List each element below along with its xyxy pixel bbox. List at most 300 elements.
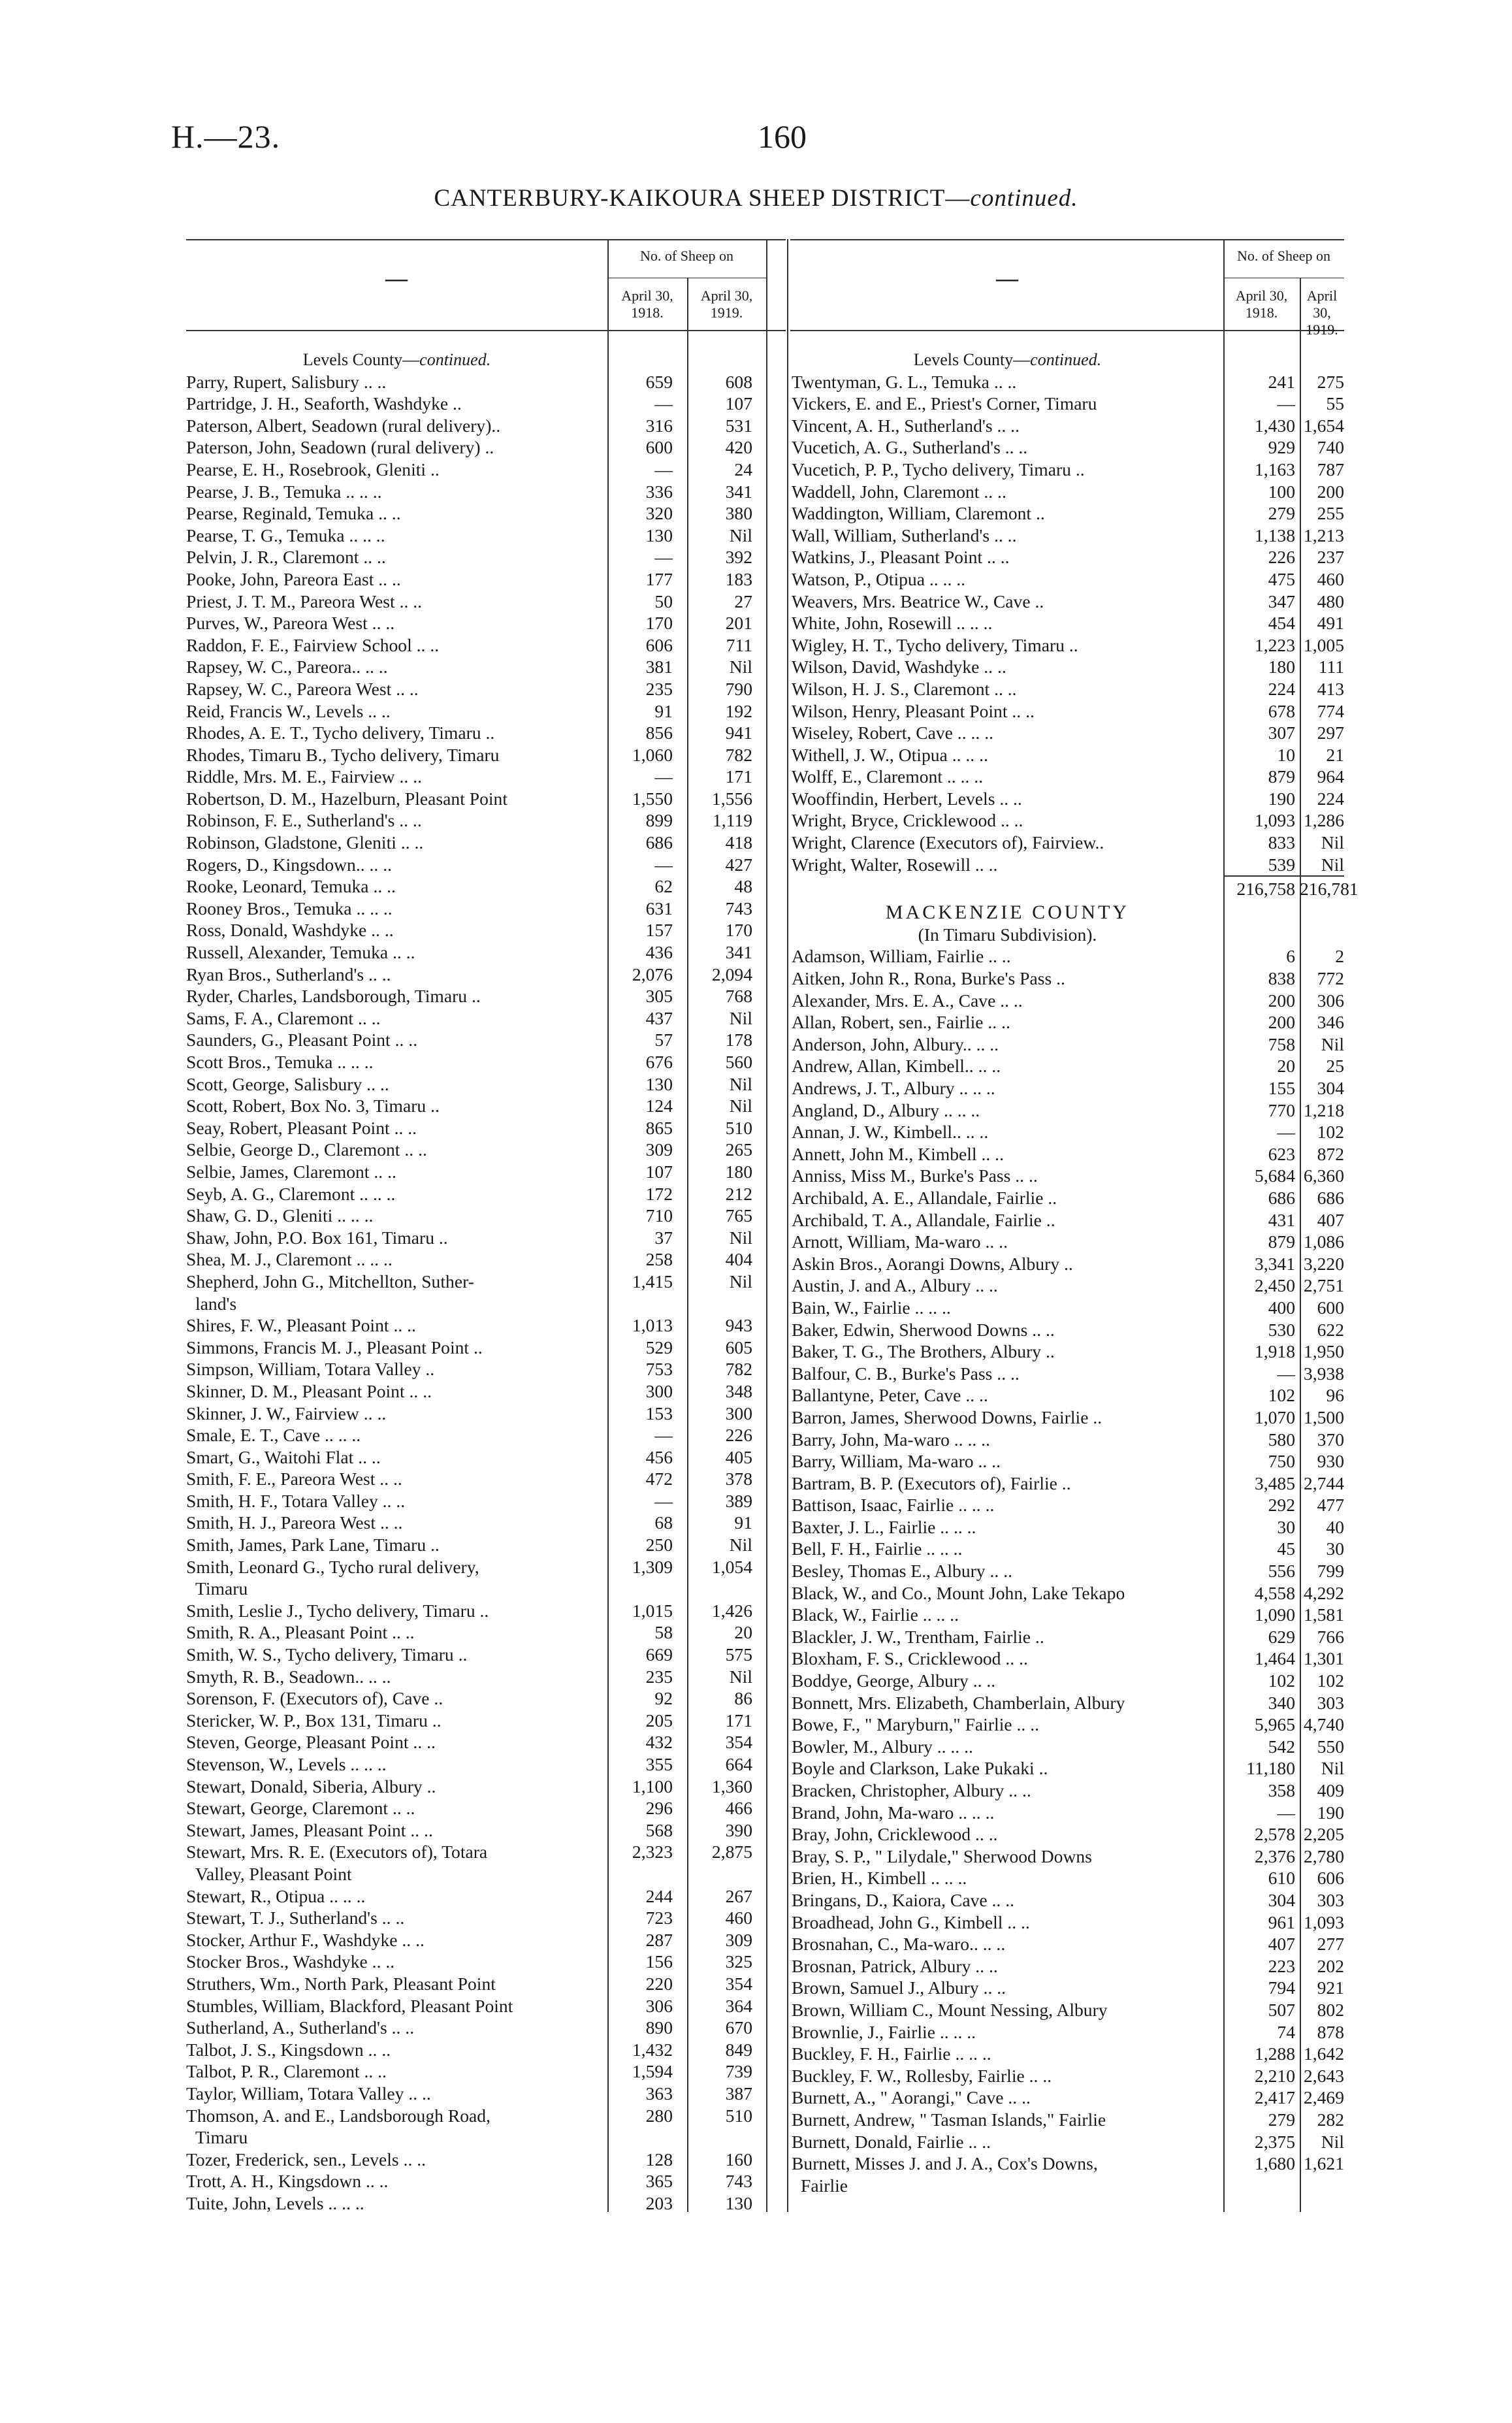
table-row	[186, 1797, 767, 1819]
owner-name: Burnett, A., " Aorangi," Cave .. ..	[792, 2087, 1031, 2108]
levels-total-row	[792, 875, 1359, 902]
owner-name: Raddon, F. E., Fairview School .. ..	[186, 634, 440, 655]
table-row	[792, 2021, 1347, 2043]
table-row	[792, 1977, 1347, 1999]
sheep-1918: 177	[645, 568, 673, 589]
sheep-1918: 226	[1268, 547, 1295, 568]
left-name-header: —	[385, 267, 408, 291]
sheep-1918: 1,288	[1254, 2043, 1295, 2064]
sheep-1919: 407	[1317, 1209, 1344, 1230]
sheep-1919: 743	[725, 898, 752, 919]
table-row	[186, 1271, 767, 1293]
owner-name: Stewart, T. J., Sutherland's .. ..	[186, 1908, 405, 1928]
sheep-1919: 531	[725, 415, 752, 436]
table-row	[792, 1209, 1347, 1231]
sheep-1919: 418	[725, 832, 752, 853]
sheep-1919: 341	[725, 481, 752, 502]
county-heading: MACKENZIE COUNTY	[885, 902, 1130, 924]
sheep-1918: 1,594	[632, 2061, 673, 2082]
owner-name: Barry, John, Ma-waro .. .. ..	[792, 1429, 990, 1450]
owner-name: Parry, Rupert, Salisbury .. ..	[186, 371, 387, 392]
table-row	[186, 1556, 767, 1578]
owner-name: Wright, Walter, Rosewill .. ..	[792, 854, 998, 875]
sheep-1918: 507	[1268, 1999, 1295, 2020]
sheep-1919: 212	[725, 1183, 752, 1204]
sheep-1918: 2,376	[1254, 1846, 1295, 1866]
owner-name: Taylor, William, Totara Valley .. ..	[186, 2083, 431, 2104]
sheep-1918: 279	[1268, 2109, 1295, 2130]
sheep-1919: 201	[725, 613, 752, 634]
owner-name: Sutherland, A., Sutherland's .. ..	[186, 2017, 415, 2038]
left-1918-header: April 30, 1918.	[621, 287, 673, 321]
owner-name: Burnett, Misses J. and J. A., Cox's Downs,	[792, 2153, 1098, 2174]
table-row	[186, 2039, 767, 2061]
table-row	[186, 898, 767, 920]
sheep-1918: 62	[654, 876, 673, 897]
table-row	[792, 1341, 1347, 1363]
owner-name: Anderson, John, Albury.. .. ..	[792, 1033, 999, 1054]
sheep-1919: 766	[1317, 1626, 1344, 1647]
table-row	[792, 1407, 1347, 1429]
owner-name: Vincent, A. H., Sutherland's .. ..	[792, 415, 1020, 436]
table-row	[792, 1099, 1347, 1122]
owner-name: Blackler, J. W., Trentham, Fairlie ..	[792, 1626, 1044, 1647]
center-rule	[787, 239, 788, 2212]
table-row	[792, 656, 1347, 678]
table-row	[186, 2149, 767, 2171]
owner-name: Smale, E. T., Cave .. .. ..	[186, 1425, 361, 1446]
sheep-1918: 686	[645, 832, 673, 853]
sheep-1918: 355	[645, 1754, 673, 1774]
sheep-1919: 409	[1317, 1780, 1344, 1800]
owner-name: Baxter, J. L., Fairlie .. .. ..	[792, 1516, 976, 1537]
sheep-1918: —	[654, 547, 673, 568]
sheep-1918: 2,210	[1254, 2065, 1295, 2086]
table-row	[792, 1714, 1347, 1736]
sheep-1919: 686	[1317, 1187, 1344, 1208]
table-row	[792, 1011, 1347, 1033]
total-rule	[1223, 875, 1344, 877]
owner-name: Black, W., Fairlie .. .. ..	[792, 1604, 959, 1625]
sheep-1918: —	[654, 393, 673, 414]
table-row	[186, 1358, 767, 1380]
owner-name: Paterson, Albert, Seadown (rural delivery)..	[186, 415, 501, 436]
sheep-1919: 878	[1317, 2021, 1344, 2042]
table-row	[792, 700, 1347, 723]
owner-name: Wigley, H. T., Tycho delivery, Timaru ..	[792, 634, 1078, 655]
owner-name: Wilson, David, Washdyke .. ..	[792, 657, 1006, 677]
sheep-1919: 921	[1317, 1977, 1344, 1998]
table-row	[186, 700, 767, 723]
sheep-1918: 623	[1268, 1143, 1295, 1164]
owner-name: Alexander, Mrs. E. A., Cave .. ..	[792, 990, 1023, 1011]
table-row	[792, 1450, 1347, 1472]
table-row	[792, 1692, 1347, 1714]
owner-name: Purves, W., Pareora West .. ..	[186, 613, 395, 634]
owner-name: Robertson, D. M., Hazelburn, Pleasant Point	[186, 788, 508, 809]
sheep-1918: 556	[1268, 1561, 1295, 1582]
table-row	[792, 678, 1347, 700]
sheep-1919: 348	[725, 1380, 752, 1401]
owner-name: Russell, Alexander, Temuka .. ..	[186, 942, 415, 963]
sheep-1919: Nil	[729, 1007, 752, 1028]
sheep-1918: 1,415	[632, 1271, 673, 1292]
owner-name: Bray, S. P., " Lilydale," Sherwood Downs	[792, 1846, 1092, 1866]
sheep-1919: 941	[725, 723, 752, 743]
table-row	[792, 502, 1347, 525]
sheep-1918: 124	[645, 1096, 673, 1116]
owner-name: Watkins, J., Pleasant Point .. ..	[792, 547, 1010, 568]
continuation-line: Timaru	[195, 2127, 248, 2148]
continuation-line: Timaru	[195, 1578, 248, 1599]
sheep-1919: 427	[725, 854, 752, 875]
table-row	[186, 2060, 767, 2083]
table-row	[792, 1297, 1347, 1319]
owner-name: Smith, R. A., Pleasant Point .. ..	[186, 1622, 415, 1643]
table-row	[792, 546, 1347, 568]
sheep-1919: 111	[1318, 657, 1344, 677]
page-ref: H.—23.	[171, 118, 281, 155]
owner-name: Priest, J. T. M., Pareora West .. ..	[186, 591, 423, 611]
sheep-1918: 300	[645, 1380, 673, 1401]
sheep-1918: 568	[645, 1819, 673, 1840]
sheep-1919: 477	[1317, 1495, 1344, 1516]
sheep-1919: Nil	[729, 1073, 752, 1094]
right-subheading: Levels County—continued.	[913, 350, 1102, 369]
sheep-1918: 358	[1268, 1780, 1295, 1800]
owner-name: Weavers, Mrs. Beatrice W., Cave ..	[792, 591, 1044, 611]
owner-name: Ross, Donald, Washdyke .. ..	[186, 920, 394, 941]
table-row	[186, 1929, 767, 1951]
table-row	[792, 788, 1347, 810]
sheep-1919: 3,220	[1303, 1253, 1344, 1274]
sheep-1919: 160	[725, 2149, 752, 2170]
owner-name: Wilson, Henry, Pleasant Point .. ..	[792, 700, 1035, 721]
sheep-1918: 1,093	[1254, 810, 1295, 831]
table-row	[186, 1885, 767, 1908]
sheep-1918: 6	[1286, 946, 1295, 967]
sheep-1919: 466	[725, 1798, 752, 1819]
owner-name: Stericker, W. P., Box 131, Timaru ..	[186, 1710, 442, 1731]
table-row	[792, 415, 1347, 437]
sheep-1919: 4,740	[1303, 1714, 1344, 1735]
sheep-1919: 364	[725, 1995, 752, 2016]
sheep-1918: 180	[1268, 657, 1295, 677]
sheep-1918: 307	[1268, 723, 1295, 743]
table-row	[792, 1780, 1347, 1802]
owner-name: Pelvin, J. R., Claremont .. ..	[186, 547, 386, 568]
sheep-1919: 2,875	[711, 1842, 752, 1862]
sheep-1919: 1,654	[1303, 415, 1344, 436]
subdivision-heading: (In Timaru Subdivision).	[918, 924, 1097, 945]
table-row	[186, 568, 767, 591]
continuation-line: Fairlie	[801, 2175, 848, 2196]
table-row	[792, 371, 1347, 393]
sheep-1919: 782	[725, 1359, 752, 1380]
table-row	[186, 766, 767, 788]
right-name-header: —	[996, 267, 1018, 291]
table-row	[792, 945, 1347, 968]
table-row	[186, 2017, 767, 2039]
sheep-1918: 539	[1268, 854, 1295, 875]
left-head-rule	[186, 330, 786, 331]
owner-name: Wilson, H. J. S., Claremont .. ..	[792, 678, 1017, 699]
sheep-1919: 1,621	[1303, 2153, 1344, 2174]
sheep-1918: 220	[645, 1973, 673, 1994]
sheep-1918: 200	[1268, 1012, 1295, 1033]
table-row	[792, 766, 1347, 788]
table-row	[186, 1907, 767, 1929]
sheep-1919: 1,500	[1303, 1407, 1344, 1427]
table-row	[792, 459, 1347, 481]
sheep-1918: 30	[1277, 1516, 1295, 1537]
owner-name: Rhodes, Timaru B., Tycho delivery, Timaru	[186, 744, 500, 765]
owner-name: Austin, J. and A., Albury .. ..	[792, 1275, 998, 1296]
sheep-1918: 2,375	[1254, 2131, 1295, 2152]
owner-name: Seay, Robert, Pleasant Point .. ..	[186, 1117, 417, 1138]
table-row	[792, 990, 1347, 1012]
table-row	[792, 744, 1347, 766]
sheep-1918: 1,138	[1254, 525, 1295, 545]
sheep-1918: 1,464	[1254, 1648, 1295, 1669]
sheep-1919: 774	[1317, 700, 1344, 721]
owner-name: Smith, H. F., Totara Valley .. ..	[186, 1490, 406, 1511]
sheep-1918: 223	[1268, 1955, 1295, 1976]
table-row	[792, 1472, 1347, 1495]
table-row	[186, 1248, 767, 1271]
owner-name: Reid, Francis W., Levels .. ..	[186, 700, 391, 721]
table-row	[792, 481, 1347, 503]
owner-name: Stewart, Mrs. R. E. (Executors of), Totara	[186, 1842, 488, 1862]
sheep-1919: 413	[1317, 678, 1344, 699]
sheep-1919: 86	[734, 1688, 752, 1709]
table-row	[792, 1626, 1347, 1648]
table-row	[792, 1604, 1347, 1626]
owner-name: Black, W., and Co., Mount John, Lake Tekapo	[792, 1582, 1125, 1603]
sheep-1919: 739	[725, 2061, 752, 2082]
sheep-1919: 510	[725, 2105, 752, 2126]
sheep-1919: 170	[725, 920, 752, 941]
sheep-1918: 686	[1268, 1187, 1295, 1208]
sheep-1919: 237	[1317, 547, 1344, 568]
sheep-1919: 560	[725, 1052, 752, 1072]
sheep-1918: 130	[645, 525, 673, 545]
table-row	[792, 1143, 1347, 1165]
table-row	[792, 1187, 1347, 1209]
table-row	[186, 809, 767, 832]
table-row	[792, 1999, 1347, 2021]
sheep-1919: 670	[725, 2017, 752, 2038]
table-row	[792, 1363, 1347, 1385]
owner-name: Brand, John, Ma-waro .. .. ..	[792, 1802, 995, 1823]
table-row	[186, 1951, 767, 1973]
owner-name: Archibald, A. E., Allandale, Fairlie ..	[792, 1187, 1057, 1208]
sheep-1918: 436	[645, 942, 673, 963]
owner-name: Smith, W. S., Tycho delivery, Timaru ..	[186, 1644, 468, 1665]
sheep-1919: 405	[725, 1446, 752, 1467]
table-row	[186, 502, 767, 525]
owner-name: Partridge, J. H., Seaforth, Washdyke ..	[186, 393, 462, 414]
table-row	[186, 1424, 767, 1446]
sheep-1918: 530	[1268, 1319, 1295, 1340]
table-row	[186, 1446, 767, 1469]
sheep-1919: 605	[725, 1337, 752, 1358]
sheep-1919: 608	[725, 371, 752, 392]
sheep-1918: 542	[1268, 1736, 1295, 1757]
table-row	[186, 1314, 767, 1337]
sheep-1918: 879	[1268, 1231, 1295, 1252]
sheep-1919: 303	[1317, 1692, 1344, 1713]
owner-name: Brownlie, J., Fairlie .. .. ..	[792, 2021, 976, 2042]
owner-name: Vucetich, A. G., Sutherland's .. ..	[792, 437, 1028, 458]
owner-name: Tozer, Frederick, sen., Levels .. ..	[186, 2149, 426, 2170]
owner-name: Bowler, M., Albury .. .. ..	[792, 1736, 973, 1757]
sheep-1919: Nil	[729, 1535, 752, 1555]
owner-name: Paterson, John, Seadown (rural delivery) ..	[186, 437, 494, 458]
sheep-1919: 277	[1317, 1934, 1344, 1955]
table-row	[186, 415, 767, 437]
sheep-1918: 1,550	[632, 788, 673, 809]
table-row	[792, 1933, 1347, 1955]
owner-name: Bray, John, Cricklewood .. ..	[792, 1824, 998, 1845]
sheep-1919: 354	[725, 1732, 752, 1753]
left-table	[186, 349, 767, 2214]
table-row	[792, 2153, 1347, 2175]
sheep-1918: 156	[645, 1951, 673, 1972]
table-row	[792, 1582, 1347, 1604]
left-sheep-header: No. of Sheep on	[640, 248, 733, 264]
total-1918: 216,758	[1236, 879, 1295, 900]
sheep-1918: 128	[645, 2149, 673, 2170]
sheep-1919: 20	[734, 1622, 752, 1643]
sheep-1919: 1,581	[1303, 1604, 1344, 1625]
table-row	[186, 436, 767, 459]
table-row	[186, 2170, 767, 2192]
table-row	[792, 1846, 1347, 1868]
sheep-1919: 370	[1317, 1429, 1344, 1450]
owner-name: Simpson, William, Totara Valley ..	[186, 1359, 435, 1380]
owner-name: Stewart, Donald, Siberia, Albury ..	[186, 1776, 436, 1797]
sheep-1918: 929	[1268, 437, 1295, 458]
owner-name: Smith, James, Park Lane, Timaru ..	[186, 1535, 440, 1555]
owner-name: Trott, A. H., Kingsdown .. ..	[186, 2171, 389, 2192]
owner-name: Shepherd, John G., Mitchellton, Suther-	[186, 1271, 474, 1292]
sheep-1918: 1,918	[1254, 1341, 1295, 1362]
sheep-1919: 802	[1317, 1999, 1344, 2020]
table-row	[792, 1165, 1347, 1187]
sheep-1918: 753	[645, 1359, 673, 1380]
table-row	[186, 1710, 767, 1732]
owner-name: Archibald, T. A., Allandale, Fairlie ..	[792, 1209, 1055, 1230]
sheep-1919: 325	[725, 1951, 752, 1972]
sheep-1918: 1,163	[1254, 459, 1295, 480]
sheep-1918: 205	[645, 1710, 673, 1731]
table-row	[792, 1648, 1347, 1670]
owner-name: Bartram, B. P. (Executors of), Fairlie ..	[792, 1472, 1071, 1493]
sheep-1919: 711	[726, 634, 752, 655]
sheep-1918: —	[1277, 1363, 1295, 1384]
sheep-1919: 1,426	[711, 1600, 752, 1621]
owner-name: Baker, T. G., The Brothers, Albury ..	[792, 1341, 1055, 1362]
sheep-1919: 178	[725, 1030, 752, 1050]
sheep-1918: 381	[645, 657, 673, 677]
table-row	[792, 832, 1347, 854]
sheep-1919: 341	[725, 942, 752, 963]
sheep-1918: 1,013	[632, 1315, 673, 1336]
owner-name: Bracken, Christopher, Albury .. ..	[792, 1780, 1031, 1800]
sheep-1918: 190	[1268, 788, 1295, 809]
sheep-1919: 550	[1317, 1736, 1344, 1757]
sheep-1918: —	[1277, 1802, 1295, 1823]
sheep-1919: 200	[1317, 481, 1344, 502]
table-row	[186, 854, 767, 876]
sheep-1918: 347	[1268, 591, 1295, 611]
sheep-1918: 157	[645, 920, 673, 941]
table-row	[186, 2083, 767, 2105]
owner-name: Allan, Robert, sen., Fairlie .. ..	[792, 1012, 1010, 1033]
table-row	[792, 1429, 1347, 1451]
table-row	[186, 1073, 767, 1096]
owner-name: Seyb, A. G., Claremont .. .. ..	[186, 1183, 396, 1204]
page-number: 160	[758, 118, 807, 155]
sheep-1919: 91	[734, 1512, 752, 1533]
sheep-1919: 1,213	[1303, 525, 1344, 545]
owner-name: Rogers, D., Kingsdown.. .. ..	[186, 854, 393, 875]
table-row	[186, 591, 767, 613]
sheep-1919: 1,119	[712, 810, 752, 831]
owner-name: Scott Bros., Temuka .. .. ..	[186, 1052, 374, 1072]
right-table	[792, 349, 1359, 2196]
sheep-1918: 1,015	[632, 1600, 673, 1621]
sheep-1919: 768	[725, 986, 752, 1007]
sheep-1919: 2,780	[1303, 1846, 1344, 1866]
sheep-1919: 3,938	[1303, 1363, 1344, 1384]
sheep-1919: 24	[734, 459, 752, 480]
sheep-1918: 2,450	[1254, 1275, 1295, 1296]
sheep-1919: 171	[725, 1710, 752, 1731]
table-row	[186, 1731, 767, 1753]
owner-name: Brown, Samuel J., Albury .. ..	[792, 1977, 1006, 1998]
table-row	[792, 1055, 1347, 1077]
table-row	[186, 1644, 767, 1666]
table-row	[792, 1231, 1347, 1253]
owner-name: Battison, Isaac, Fairlie .. .. ..	[792, 1495, 995, 1516]
sheep-1918: 629	[1268, 1626, 1295, 1647]
table-row	[186, 481, 767, 503]
page-title	[0, 184, 1512, 212]
owner-name: Scott, George, Salisbury .. ..	[186, 1073, 389, 1094]
sheep-1918: 365	[645, 2171, 673, 2192]
sheep-1918: 899	[645, 810, 673, 831]
owner-name: Brosnan, Patrick, Albury .. ..	[792, 1955, 998, 1976]
left-top-rule	[186, 239, 786, 240]
owner-name: Smyth, R. B., Seadown.. .. ..	[186, 1666, 391, 1687]
right-sheep-header: No. of Sheep on	[1237, 248, 1330, 264]
sheep-1919: 1,093	[1303, 1911, 1344, 1932]
sheep-1918: 292	[1268, 1495, 1295, 1516]
table-row	[792, 1560, 1347, 1582]
sheep-1918: 1,680	[1254, 2153, 1295, 2174]
sheep-1919: Nil	[1321, 2131, 1344, 2152]
owner-name: Angland, D., Albury .. .. ..	[792, 1099, 980, 1120]
sheep-1919: 389	[725, 1490, 752, 1511]
sheep-1918: —	[1277, 393, 1295, 414]
sheep-1919: 2,751	[1303, 1275, 1344, 1296]
sheep-1918: 758	[1268, 1033, 1295, 1054]
owner-name: Barry, William, Ma-waro .. ..	[792, 1451, 1001, 1472]
owner-name: Boyle and Clarkson, Lake Pukaki ..	[792, 1758, 1048, 1779]
sheep-1919: Nil	[1321, 1758, 1344, 1779]
